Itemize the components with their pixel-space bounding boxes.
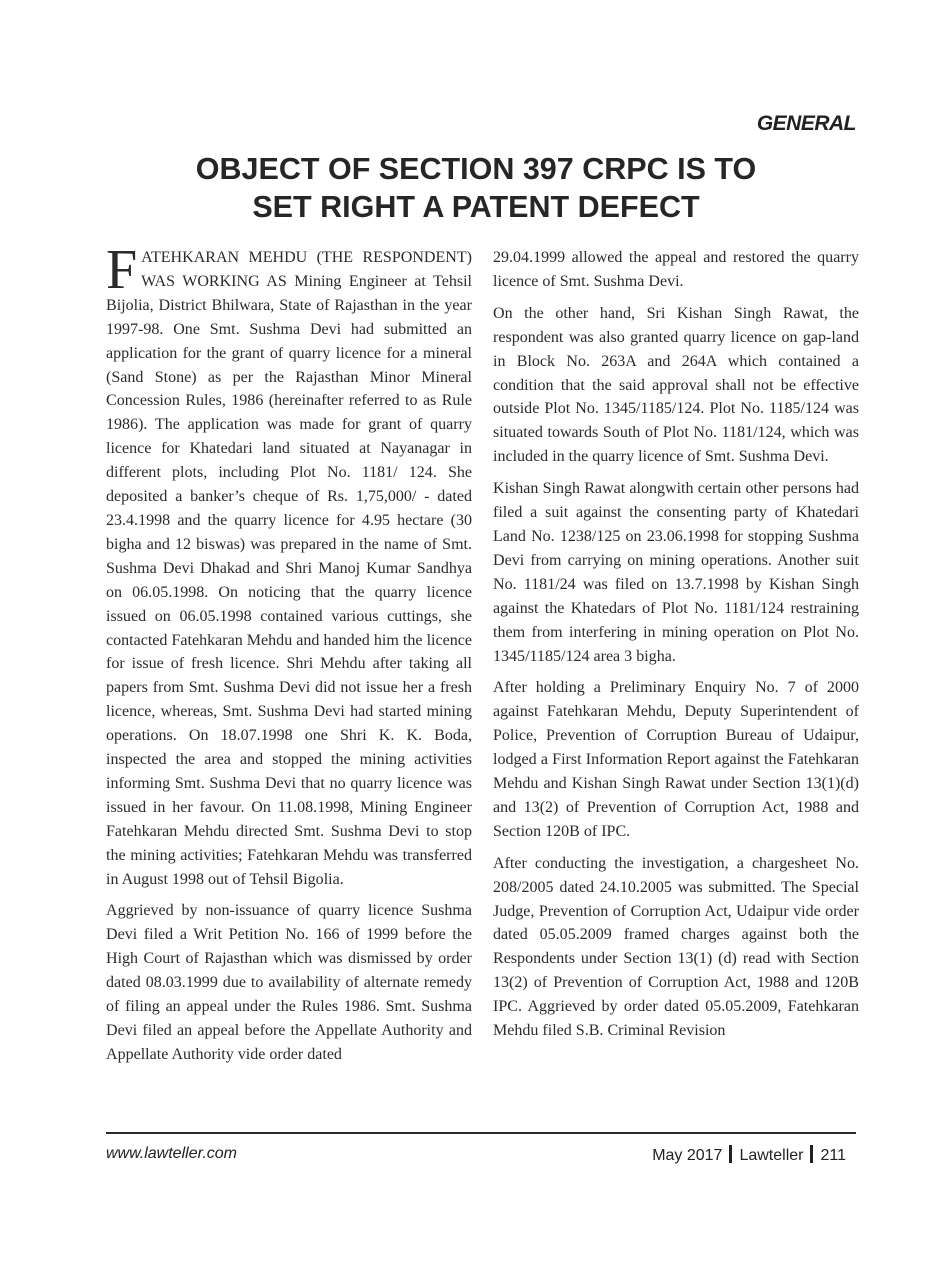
publication-name: Lawteller [739,1147,804,1164]
issue-date: May 2017 [652,1147,723,1164]
paragraph-4: On the other hand, Sri Kishan Singh Rawat, the respondent was also granted quarry licence on gap-land in Block No. 263A and 264A which contained a condition that the said approval shall not be effective outside Plot No. 1345/1185/124. Plot No. 1185/124 was situated towards South of Plot No. 1181/124, which was included in the quarry licence of Smt. Sushma Devi. [493,304,859,466]
separator-bar [729,1145,732,1163]
paragraph-5: Kishan Singh Rawat alongwith certain other persons had filed a suit against the consenting party of Khatedari Land No. 1238/125 on 23.06.1998 for stopping Sushma Devi from carrying on mining operations. Another suit No. 1181/24 was filed on 13.7.1998 by Kishan Singh against the Khatedars of Plot No. 1181/124 restraining them from interfering in mining operation on Plot No. 1345/1185/124 area 3 bigha. [493,480,859,665]
article-title [96,150,856,226]
title-line-1: OBJECT OF SECTION 397 CRPC IS TO [195,152,757,186]
title-line-2: SET RIGHT A PATENT DEFECT [252,190,700,224]
section-label: GENERAL [756,112,856,135]
footer-divider [106,1132,856,1134]
separator-bar [810,1145,813,1163]
paragraph-2: Aggrieved by non-issuance of quarry licence Sushma Devi filed a Writ Petition No. 166 of 1999 before the High Court of Rajasthan which was dismissed by order dated 08.03.1999 due to availability of alternate remedy of filing an appeal under the Rules 1986. Smt. Sushma Devi filed an appeal before the Appellate Authority and Appellate Authority vide order dated [106,902,472,1063]
left-column [106,239,472,1075]
page-number: 211 [820,1147,846,1164]
paragraph-3: 29.04.1999 allowed the appeal and restored the quarry licence of Smt. Sushma Devi. [493,249,859,290]
website-link[interactable]: www.lawteller.com [106,1145,237,1162]
footer-meta [652,1145,846,1165]
paragraph-1 [106,239,472,891]
paragraph-1-text: ATEHKARAN MEHDU (THE RESPONDENT) WAS WORKING AS Mining Engineer at Tehsil Bijolia, District Bhilwara, State of Rajasthan in the year 1997-98. One Smt. Sushma Devi had submitted an application for the grant of quarry licence for a mineral (Sand Stone) as per the Rajasthan Minor Mineral Concession Rules, 1986 (hereinafter referred to as Rule 1986). The application was made for grant of quarry licence for Khatedari land situated at Nayanagar in different plots, including Plot No. 1181/ 124. She deposited a banker’s cheque of Rs. 1,75,000/ - dated 23.4.1998 and the quarry licence for 4.95 hectare (30 bigha and 12 biswas) was prepared in the name of Smt. Sushma Devi Dhakad and Shri Manoj Kumar Sandhya on 06.05.1998. On noticing that the quarry licence issued on 06.05.1998 contained various cuttings, she contacted Fatehkaran Mehdu and handed him the licence for issue of fresh licence. Shri Mehdu after taking all papers from Smt. Sushma Devi did not issue her a fresh licence, whereas, Smt. Sushma Devi had started mining operations. On 18.07.1998 one Shri K. K. Boda, inspected the area and stopped the mining activities informing Smt. Sushma Devi that no quarry licence was issued in her favour. On 11.08.1998, Mining Engineer Fatehkaran Mehdu directed Smt. Sushma Devi to stop the mining activities; Fatehkaran Mehdu was transferred in August 1998 out of Tehsil Bigolia. [106,249,472,888]
drop-cap: F [106,239,138,301]
right-column [493,246,859,1051]
paragraph-7: After conducting the investigation, a chargesheet No. 208/2005 dated 24.10.2005 was submitted. The Special Judge, Prevention of Corruption Act, Udaipur vide order dated 05.05.2009 framed charges against both the Respondents under Section 13(1) (d) read with Section 13(2) of Prevention of Corruption Act, 1988 and 120B IPC. Aggrieved by order dated 05.05.2009, Fatehkaran Mehdu filed S.B. Criminal Revision [493,854,859,1040]
paragraph-6: After holding a Preliminary Enquiry No. 7 of 2000 against Fatehkaran Mehdu, Deputy Superintendent of Police, Prevention of Corruption Bureau of Udaipur, lodged a First Information Report against the Fatehkaran Mehdu and Kishan Singh Rawat under Section 13(1)(d) and 13(2) of Prevention of Corruption Act, 1988 and Section 120B of IPC. [493,679,859,840]
